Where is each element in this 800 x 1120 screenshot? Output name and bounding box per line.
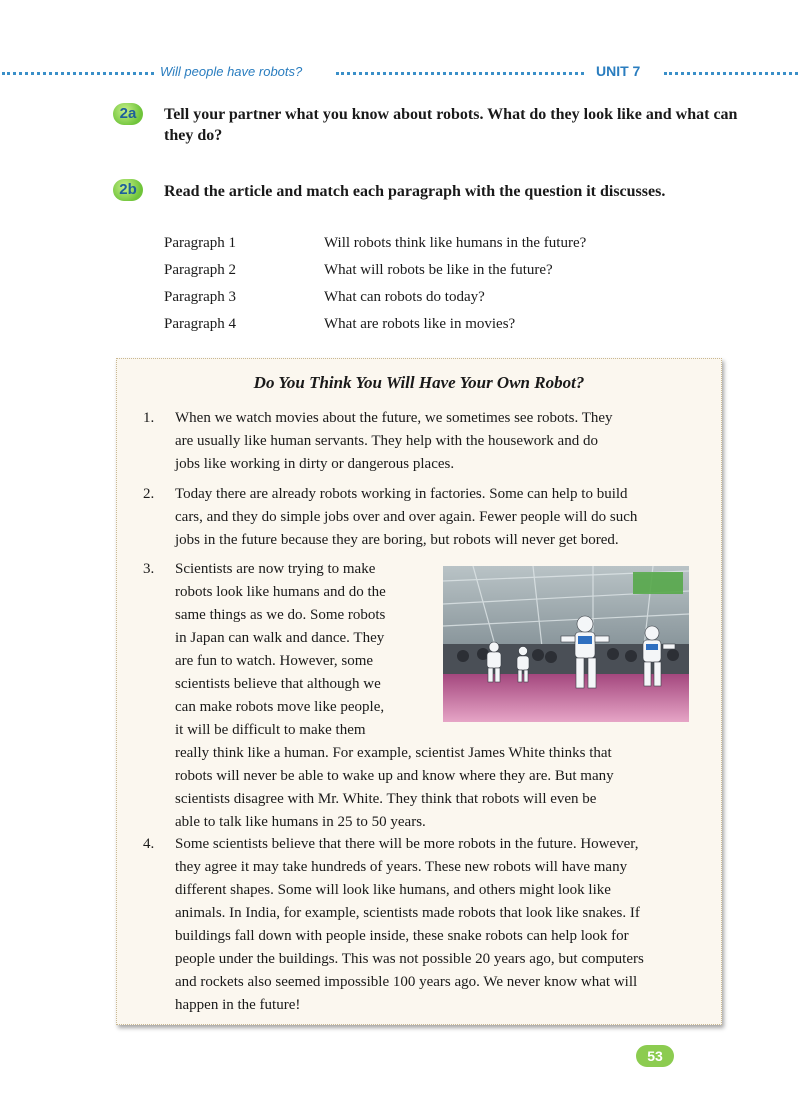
page-header [0, 62, 800, 84]
paragraph-label: Paragraph 4 [164, 316, 237, 332]
paragraph-number: 4. [143, 836, 155, 852]
paragraph-number: 2. [143, 486, 155, 502]
page-number-badge: 53 [636, 1045, 674, 1067]
paragraph-label: Paragraph 3 [164, 289, 237, 305]
paragraph-line: Scientists are now trying to make [175, 561, 376, 577]
paragraph-line: buildings fall down with people inside, these snake robots can help look for [175, 928, 629, 944]
paragraph-line: cars, and they do simple jobs over and over again. Fewer people will do such [175, 509, 638, 525]
paragraph-line: it will be difficult to make them [175, 722, 366, 738]
paragraph-line: different shapes. Some will look like humans, and others might look like [175, 882, 611, 898]
paragraph-line: and rockets also seemed impossible 100 years ago. We never know what will [175, 974, 638, 990]
task-2b-instruction: Read the article and match each paragraph with the question it discusses. [164, 183, 666, 200]
paragraph-line: are fun to watch. However, some [175, 653, 374, 669]
paragraph-line: Some scientists believe that there will be more robots in the future. However, [175, 836, 639, 852]
paragraph-line: they agree it may take hundreds of years. These new robots will have many [175, 859, 628, 875]
paragraph-number: 1. [143, 410, 155, 426]
article-paragraph-2 [143, 483, 695, 552]
task-2a-instruction: Tell your partner what you know about robots. What do they look like and what can they do? [164, 106, 738, 144]
paragraph-number: 3. [143, 561, 155, 577]
paragraph-line: are usually like human servants. They help with the housework and do [175, 433, 598, 449]
header-dotted-line [664, 72, 798, 75]
robots-photo-image [443, 566, 689, 722]
task-badge-2b: 2b [113, 179, 143, 201]
paragraph-line: same things as we do. Some robots [175, 607, 386, 623]
paragraph-label: Paragraph 1 [164, 235, 237, 251]
article-paragraph-4 [143, 833, 695, 1017]
paragraph-line: Today there are already robots working in factories. Some can help to build [175, 486, 628, 502]
paragraph-line: really think like a human. For example, scientist James White thinks that [175, 745, 612, 761]
matching-list [164, 230, 724, 338]
matching-row [164, 230, 724, 257]
task-badge-2a: 2a [113, 103, 143, 125]
unit-label: UNIT 7 [596, 63, 641, 79]
lesson-title: Will people have robots? [160, 64, 303, 79]
matching-row [164, 284, 724, 311]
matching-row [164, 311, 724, 338]
paragraph-line: animals. In India, for example, scientists made robots that look like snakes. If [175, 905, 640, 921]
article-title: Do You Think You Will Have Your Own Robot? [253, 373, 585, 392]
paragraph-line: can make robots move like people, [175, 699, 385, 715]
article-box [116, 358, 722, 1025]
question-text: What are robots like in movies? [324, 316, 516, 332]
question-text: What will robots be like in the future? [324, 262, 553, 278]
paragraph-line: scientists disagree with Mr. White. They think that robots will even be [175, 791, 597, 807]
header-dotted-line [336, 72, 584, 75]
paragraph-line: in Japan can walk and dance. They [175, 630, 385, 646]
article-paragraph-1 [143, 407, 695, 476]
paragraph-label: Paragraph 2 [164, 262, 237, 278]
paragraph-line: robots look like humans and do the [175, 584, 386, 600]
paragraph-line: jobs in the future because they are boring, but robots will never get bored. [175, 532, 619, 548]
question-text: Will robots think like humans in the future? [324, 235, 587, 251]
paragraph-line: scientists believe that although we [175, 676, 381, 692]
paragraph-line: able to talk like humans in 25 to 50 years. [175, 814, 426, 830]
paragraph-line: robots will never be able to wake up and know where they are. But many [175, 768, 614, 784]
paragraph-line: jobs like working in dirty or dangerous places. [175, 456, 455, 472]
paragraph-line: happen in the future! [175, 997, 301, 1013]
question-text: What can robots do today? [324, 289, 485, 305]
paragraph-line: When we watch movies about the future, we sometimes see robots. They [175, 410, 613, 426]
paragraph-line: people under the buildings. This was not possible 20 years ago, but computers [175, 951, 644, 967]
matching-row [164, 257, 724, 284]
header-dotted-line [2, 72, 154, 75]
dancing-robots-photo [443, 566, 689, 722]
